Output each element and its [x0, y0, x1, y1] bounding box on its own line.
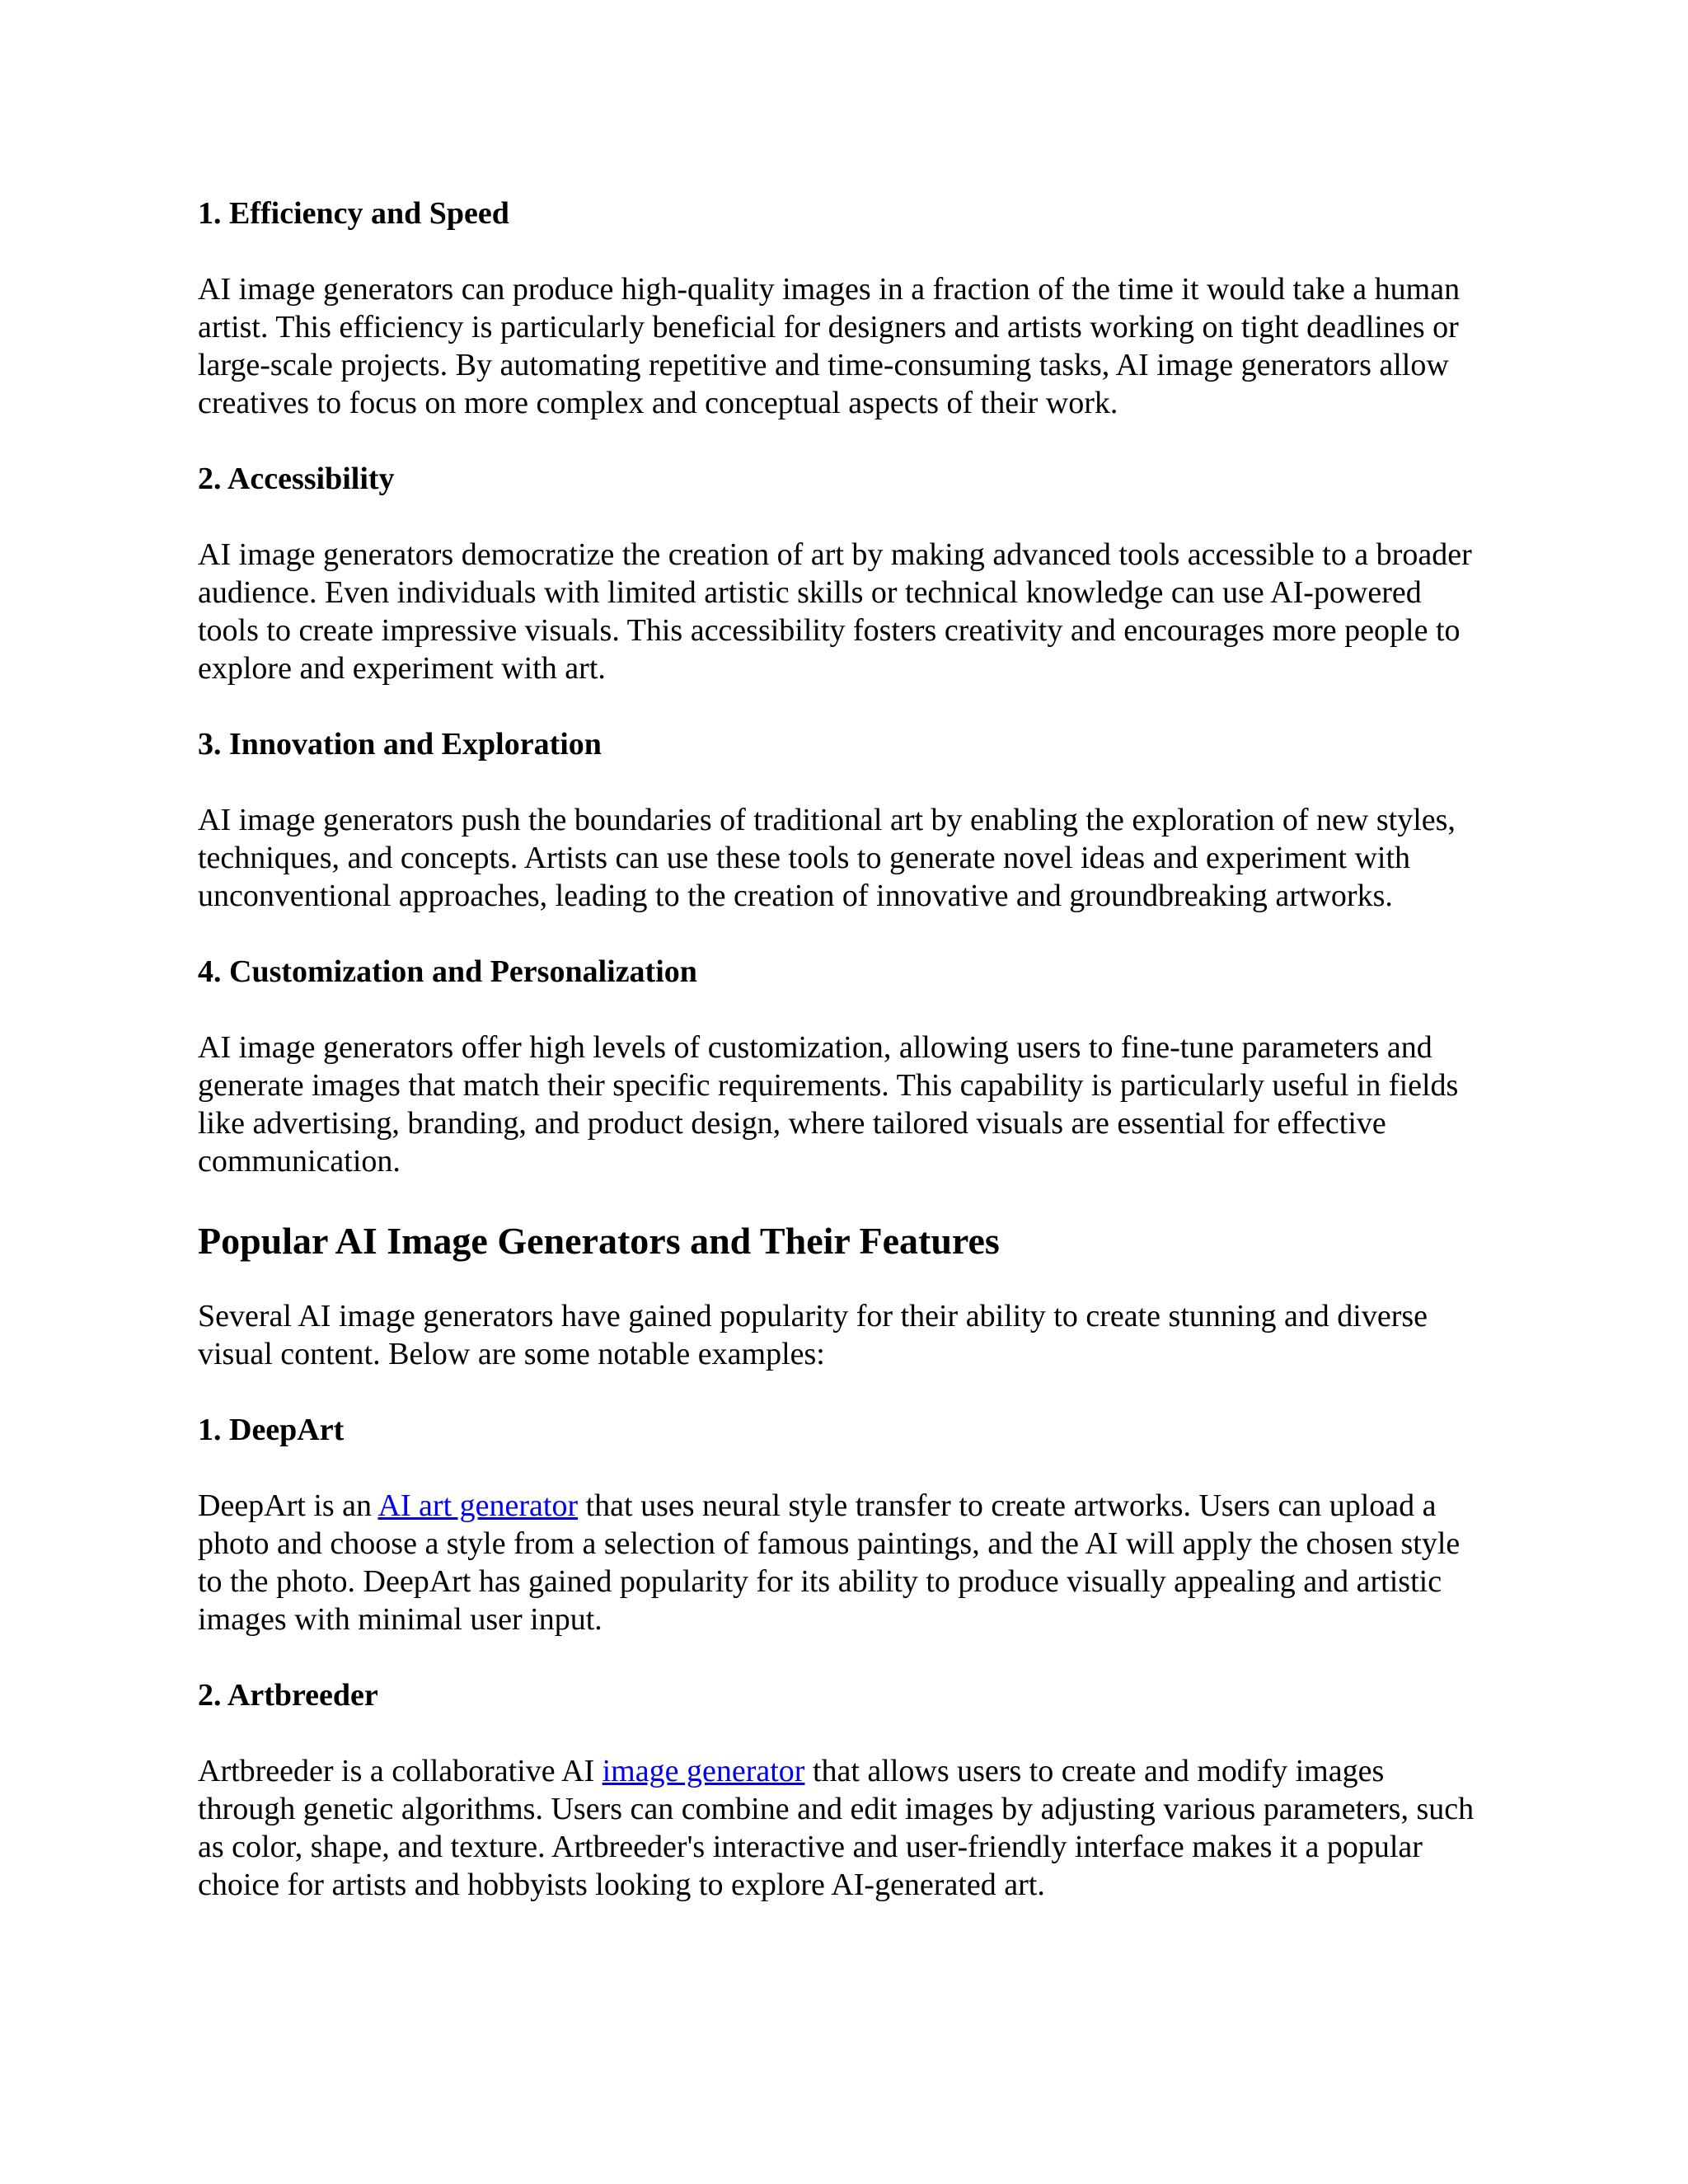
artbreeder-text-before: Artbreeder is a collaborative AI [198, 1754, 603, 1788]
ai-art-generator-link[interactable]: AI art generator [377, 1488, 579, 1523]
artbreeder-text [198, 1752, 1488, 1904]
document-page [198, 194, 1488, 1942]
popular-generators-heading: Popular AI Image Generators and Their Features [198, 1220, 1000, 1262]
section-text-innovation: AI image generators push the boundaries of traditional art by enabling the exploration of new styles, techniques, and concepts. Artists can use these tools to generate novel ideas and experiment with unconventional approaches, leading to the creation of innovative and groundbreaking artworks. [198, 803, 1456, 913]
section-heading-customization: 4. Customization and Personalization [198, 954, 697, 989]
artbreeder-text-after: that allows users to create and modify images through genetic algorithms. Users can combine and edit images by adjusting various parameters, such as color, shape, and texture. Artbreeder's interactive and user-friendly interface makes it a popular choice for artists and hobbyists looking to explore AI-generated art. [198, 1754, 1475, 1902]
section-text-customization: AI image generators offer high levels of customization, allowing users to fine-tune parameters and generate images that match their specific requirements. This capability is particularly useful in fields like advertising, branding, and product design, where tailored visuals are essential for effective communication. [198, 1030, 1459, 1179]
image-generator-link[interactable]: image generator [602, 1754, 805, 1788]
section-text-accessibility: AI image generators democratize the creation of art by making advanced tools accessible to a broader audience. Even individuals with limited artistic skills or technical knowledge can use AI-powered tools to create impressive visuals. This accessibility fosters creativity and encourages more people to explore and experiment with art. [198, 537, 1472, 686]
deepart-text-after: that uses neural style transfer to create artworks. Users can upload a photo and choose a style from a selection of famous paintings, and the AI will apply the chosen style to the photo. DeepArt has gained popularity for its ability to produce visually appealing and artistic images with minimal user input. [198, 1488, 1461, 1637]
section-heading-efficiency: 1. Efficiency and Speed [198, 196, 509, 231]
section-heading-accessibility: 2. Accessibility [198, 462, 395, 496]
deepart-heading: 1. DeepArt [198, 1413, 345, 1447]
section-text-efficiency: AI image generators can produce high-quality images in a fraction of the time it would take a human artist. This efficiency is particularly beneficial for designers and artists working on tight deadlines or large-scale projects. By automating repetitive and time-consuming tasks, AI image generators allow creatives to focus on more complex and conceptual aspects of their work. [198, 272, 1461, 420]
popular-generators-intro: Several AI image generators have gained popularity for their ability to create stunning and diverse visual content. Below are some notable examples: [198, 1299, 1428, 1371]
deepart-text [198, 1487, 1488, 1638]
section-heading-innovation: 3. Innovation and Exploration [198, 727, 602, 762]
artbreeder-heading: 2. Artbreeder [198, 1678, 378, 1713]
deepart-text-before: DeepArt is an [198, 1488, 378, 1523]
